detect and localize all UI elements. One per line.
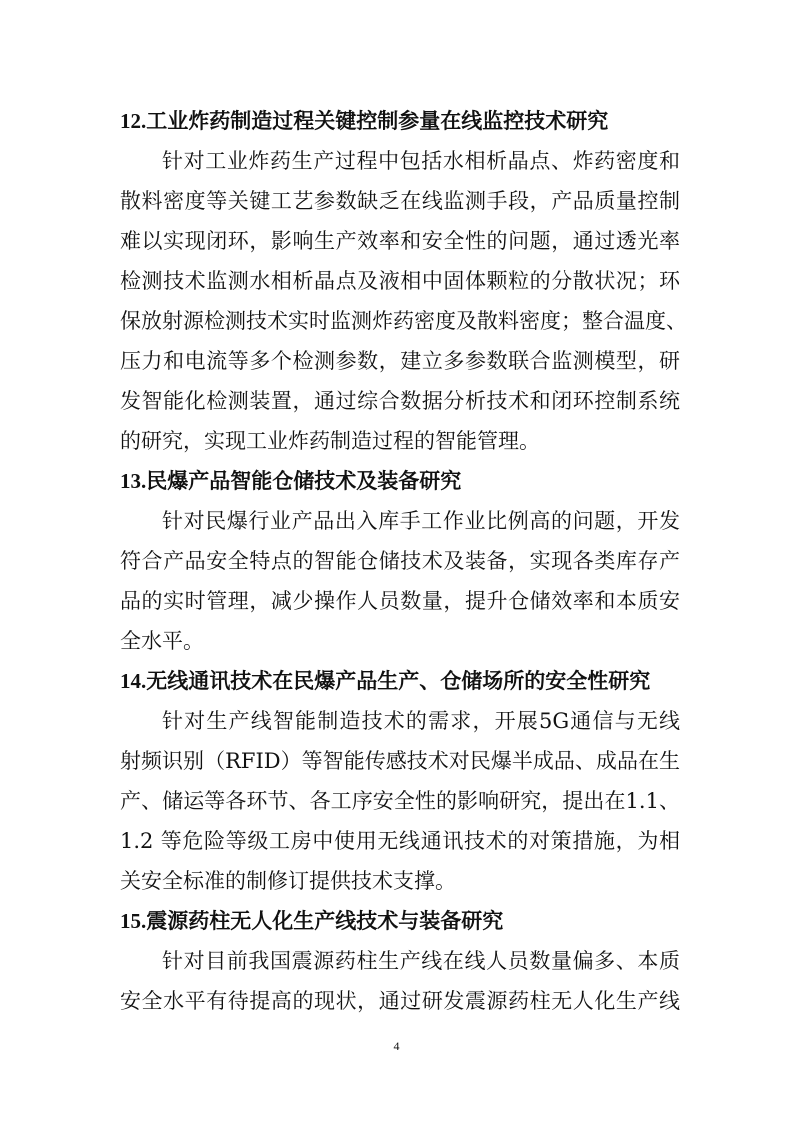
paragraph-line: 难以实现闭环，影响生产效率和安全性的问题，通过透光率	[120, 229, 680, 253]
paragraph-line: 产、储运等各环节、各工序安全性的影响研究，提出在1.1、	[120, 789, 680, 813]
section-12-number: 12.	[120, 109, 147, 133]
section-15-title: 震源药柱无人化生产线技术与装备研究	[146, 908, 504, 933]
paragraph-line: 针对工业炸药生产过程中包括水相析晶点、炸药密度和	[162, 149, 680, 173]
paragraph-line: 检测技术监测水相析晶点及液相中固体颗粒的分散状况；环	[120, 269, 680, 293]
paragraph-line: 关安全标准的制修订提供技术支撑。	[120, 869, 456, 893]
section-15-number: 15.	[120, 909, 147, 933]
paragraph-line: 符合产品安全特点的智能仓储技术及装备，实现各类库存产	[120, 549, 680, 573]
paragraph-line: 射频识别（RFID）等智能传感技术对民爆半成品、成品在生	[120, 749, 680, 773]
paragraph-line: 针对民爆行业产品出入库手工作业比例高的问题，开发	[162, 509, 680, 533]
paragraph-line: 针对生产线智能制造技术的需求，开展5G通信与无线	[162, 709, 680, 733]
section-14-title: 无线通讯技术在民爆产品生产、仓储场所的安全性研究	[146, 668, 651, 693]
paragraph-line: 散料密度等关键工艺参数缺乏在线监测手段，产品质量控制	[120, 189, 680, 213]
paragraph-line: 保放射源检测技术实时监测炸药密度及散料密度；整合温度、	[120, 309, 687, 333]
paragraph-line: 的研究，实现工业炸药制造过程的智能管理。	[120, 429, 540, 453]
section-12-heading	[120, 108, 680, 134]
paragraph-line: 压力和电流等多个检测参数，建立多参数联合监测模型，研	[120, 349, 680, 373]
section-14-number: 14.	[120, 669, 147, 693]
page-number: 4	[393, 1039, 400, 1053]
paragraph-line: 品的实时管理，减少操作人员数量，提升仓储效率和本质安	[120, 589, 680, 613]
section-13-number: 13.	[120, 469, 147, 493]
paragraph-line: 安全水平有待提高的现状，通过研发震源药柱无人化生产线	[120, 989, 680, 1013]
section-13-title: 民爆产品智能仓储技术及装备研究	[146, 468, 462, 493]
section-14-heading	[120, 668, 680, 694]
section-15-heading	[120, 908, 680, 934]
paragraph-line: 全水平。	[120, 629, 204, 653]
paragraph-line: 针对目前我国震源药柱生产线在线人员数量偏多、本质	[162, 949, 680, 973]
section-12-title: 工业炸药制造过程关键控制参量在线监控技术研究	[146, 108, 609, 133]
section-13-heading	[120, 468, 680, 494]
paragraph-line: 发智能化检测装置，通过综合数据分析技术和闭环控制系统	[120, 389, 680, 413]
paragraph-line: 1.2 等危险等级工房中使用无线通讯技术的对策措施，为相	[120, 829, 680, 853]
